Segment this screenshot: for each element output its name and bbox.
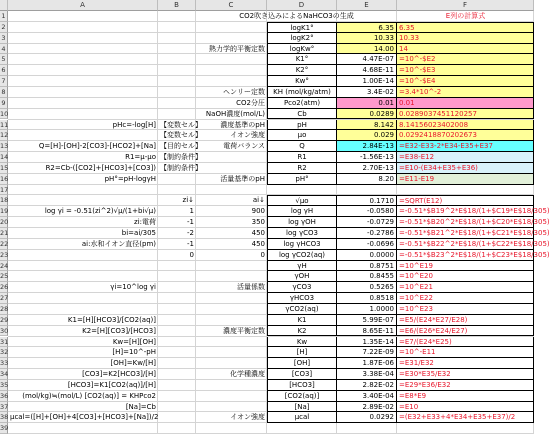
cell-a20[interactable]: zi:電荷 xyxy=(134,218,156,227)
cell-c32[interactable] xyxy=(196,347,267,358)
column-header-c[interactable]: C xyxy=(196,0,267,11)
row-header[interactable]: 4 xyxy=(0,44,8,55)
row-header[interactable]: 10 xyxy=(0,109,9,118)
cell-f8[interactable]: =3.4*10^-2 xyxy=(397,87,534,98)
cell-f4[interactable]: 14 xyxy=(397,44,534,55)
cell-d38[interactable]: μcal xyxy=(267,412,337,423)
cell-c23[interactable]: 0 xyxy=(260,250,265,259)
cell-a5[interactable] xyxy=(8,54,158,65)
cell-b29[interactable] xyxy=(158,315,196,326)
cell-f38[interactable]: =(E32+E33+4*E34+E35+E37)/2 xyxy=(397,412,534,423)
cell-d37[interactable]: [Na] xyxy=(267,402,337,413)
cell-d19[interactable]: log γH xyxy=(267,206,337,217)
cell-a37[interactable]: [Na]=Cb xyxy=(125,402,156,411)
cell-e2[interactable]: 6.35 xyxy=(337,22,397,33)
cell-b15[interactable]: 【制約条件】 xyxy=(160,163,202,172)
cell-d26[interactable]: γCO3 xyxy=(267,282,337,293)
cell-b26[interactable] xyxy=(158,282,196,293)
cell-a4[interactable] xyxy=(8,44,158,55)
cell-d36[interactable]: [CO2(aq)] xyxy=(267,391,337,402)
cell-a3[interactable] xyxy=(8,33,158,44)
column-header-a[interactable]: A xyxy=(8,0,158,11)
cell-c10[interactable]: NaOH濃度(mol/L) xyxy=(205,109,265,118)
cell-b13[interactable]: 【目的セル】 xyxy=(160,142,202,151)
cell-d21[interactable]: log γCO3 xyxy=(267,228,337,239)
cell-d9[interactable]: Pco2(atm) xyxy=(267,98,337,109)
cell-c18[interactable]: ai↓ xyxy=(252,196,265,205)
cell-d27[interactable]: γHCO3 xyxy=(267,293,337,304)
cell-f32[interactable]: =10^-E11 xyxy=(397,347,534,358)
cell-b30[interactable] xyxy=(158,326,196,337)
cell-e18[interactable]: 0.1710 xyxy=(337,195,397,206)
cell-d7[interactable]: Kw° xyxy=(267,76,337,87)
cell-d14[interactable]: R1 xyxy=(267,152,337,163)
row-header[interactable]: 12 xyxy=(0,131,9,140)
cell-b24[interactable] xyxy=(158,261,196,272)
cell-d8[interactable]: KH (mol/kg/atm) xyxy=(267,87,337,98)
cell-b34[interactable] xyxy=(158,369,196,380)
cell-b27[interactable] xyxy=(158,293,196,304)
cell-f39[interactable] xyxy=(397,423,534,434)
row-header[interactable]: 20 xyxy=(0,218,9,227)
cell-f17[interactable] xyxy=(397,185,534,196)
cell-e39[interactable] xyxy=(337,423,397,434)
cell-c12[interactable]: イオン強度 xyxy=(230,131,265,140)
cell-e17[interactable] xyxy=(337,185,397,196)
cell-f26[interactable]: =10^E21 xyxy=(397,282,534,293)
cell-a24[interactable] xyxy=(8,261,158,272)
cell-c11[interactable]: 濃度基準のpH xyxy=(220,120,265,129)
cell-e7[interactable]: 1.00E-14 xyxy=(337,76,397,87)
row-header[interactable]: 23 xyxy=(0,250,9,259)
cell-a10[interactable] xyxy=(8,109,158,120)
cell-b35[interactable] xyxy=(158,380,196,391)
cell-a33[interactable]: [OH]=Kw/[H] xyxy=(110,359,156,368)
cell-a21[interactable]: bi=ai/305 xyxy=(121,229,156,237)
row-header[interactable]: 5 xyxy=(0,54,8,65)
cell-e4[interactable]: 14.00 xyxy=(337,44,397,55)
cell-c14[interactable] xyxy=(196,152,267,163)
cell-f33[interactable]: =E31/E32 xyxy=(397,358,534,369)
cell-b21[interactable]: -2 xyxy=(187,229,194,237)
cell-b12[interactable]: 【変数セル】 xyxy=(160,131,202,140)
cell-e15[interactable]: 2.70E-13 xyxy=(337,163,397,174)
row-header[interactable]: 24 xyxy=(0,261,9,270)
cell-f27[interactable]: =10^E22 xyxy=(397,293,534,304)
row-header[interactable]: 17 xyxy=(0,185,9,194)
cell-e21[interactable]: -0.2786 xyxy=(337,228,397,239)
cell-a26[interactable]: γi=10^log γi xyxy=(110,283,156,292)
cell-b31[interactable] xyxy=(158,337,196,348)
row-header[interactable]: 21 xyxy=(0,229,9,237)
cell-b5[interactable] xyxy=(158,54,196,65)
cell-d13[interactable]: Q xyxy=(267,141,337,152)
cell-e8[interactable]: 3.4E-02 xyxy=(337,87,397,98)
select-all-corner[interactable] xyxy=(0,0,8,11)
row-header[interactable]: 38 xyxy=(0,413,9,422)
cell-c27[interactable] xyxy=(196,293,267,304)
cell-a17[interactable] xyxy=(8,185,158,196)
row-header[interactable]: 27 xyxy=(0,294,9,303)
cell-a7[interactable] xyxy=(8,76,158,87)
cell-e3[interactable]: 10.33 xyxy=(337,33,397,44)
cell-f16[interactable]: =E11-E19 xyxy=(397,174,534,185)
cell-b36[interactable] xyxy=(158,391,196,402)
cell-e10[interactable]: 0.0289 xyxy=(337,109,397,120)
row-header[interactable]: 3 xyxy=(0,33,8,44)
cell-f2[interactable]: 6.35 xyxy=(397,22,534,33)
cell-e14[interactable]: -1.56E-13 xyxy=(337,152,397,163)
cell-d28[interactable]: γCO2(aq) xyxy=(267,304,337,315)
cell-b4[interactable] xyxy=(158,44,196,55)
cell-b28[interactable] xyxy=(158,304,196,315)
row-header[interactable]: 35 xyxy=(0,380,9,389)
cell-b17[interactable] xyxy=(158,185,196,196)
cell-f3[interactable]: 10.33 xyxy=(397,33,534,44)
cell-b8[interactable] xyxy=(158,87,196,98)
row-header[interactable]: 32 xyxy=(0,348,9,357)
cell-d16[interactable]: pH° xyxy=(267,174,337,185)
cell-c8[interactable]: ヘンリー定数 xyxy=(223,87,265,96)
cell-f7[interactable]: =10^-$E4 xyxy=(397,76,534,87)
row-header[interactable]: 39 xyxy=(0,424,9,433)
cell-b23[interactable]: 0 xyxy=(189,250,194,259)
cell-e32[interactable]: 7.22E-09 xyxy=(337,347,397,358)
cell-f20[interactable]: =-0.51*$B20^2*E$18/(1+$C20*E$18/305) xyxy=(399,218,550,227)
row-header[interactable]: 36 xyxy=(0,391,9,400)
cell-b39[interactable] xyxy=(158,423,196,434)
cell-c35[interactable] xyxy=(196,380,267,391)
row-header[interactable]: 2 xyxy=(0,22,8,33)
cell-f24[interactable]: =10^E19 xyxy=(397,261,534,272)
cell-c21[interactable]: 450 xyxy=(251,229,265,237)
row-header[interactable]: 31 xyxy=(0,337,9,346)
cell-a2[interactable] xyxy=(8,22,158,33)
column-header-e[interactable]: E xyxy=(337,0,397,11)
cell-a27[interactable] xyxy=(8,293,158,304)
cell-d4[interactable]: logKw° xyxy=(267,44,337,55)
row-header[interactable]: 33 xyxy=(0,359,9,368)
cell-b20[interactable]: -1 xyxy=(187,218,194,227)
cell-a13[interactable]: Q=[H]-[OH]-2[CO3]-[HCO2]+[Na] xyxy=(38,142,156,151)
row-header[interactable]: 29 xyxy=(0,315,9,324)
cell-f13[interactable]: =E32-E33-2*E34-E35+E37 xyxy=(397,141,534,152)
cell-e35[interactable]: 2.82E-02 xyxy=(337,380,397,391)
cell-e24[interactable]: 0.8751 xyxy=(337,261,397,272)
cell-f30[interactable]: =E6/(E26*E24/E27) xyxy=(397,326,534,337)
cell-c7[interactable] xyxy=(196,76,267,87)
row-header[interactable]: 37 xyxy=(0,402,9,411)
cell-e6[interactable]: 4.68E-11 xyxy=(337,65,397,76)
cell-b14[interactable]: 【制約条件】 xyxy=(160,153,202,162)
cell-c15[interactable] xyxy=(196,163,267,174)
cell-a25[interactable] xyxy=(8,271,158,282)
cell-f12[interactable]: 0.0292418870202673 xyxy=(397,130,534,141)
cell-a36[interactable]: (mol/kg)≒(mol/L) [CO2(aq)] = KHPco2 xyxy=(22,391,156,400)
cell-b3[interactable] xyxy=(158,33,196,44)
cell-a14[interactable]: R1=μ-μo xyxy=(125,153,156,162)
cell-b25[interactable] xyxy=(158,271,196,282)
cell-b11[interactable]: 【変数セル】 xyxy=(160,120,202,129)
row-header[interactable]: 9 xyxy=(0,98,8,109)
row-header[interactable]: 30 xyxy=(0,326,9,335)
cell-f9[interactable]: 0.01 xyxy=(397,98,534,109)
cell-e37[interactable]: 2.89E-02 xyxy=(337,402,397,413)
cell-b6[interactable] xyxy=(158,65,196,76)
cell-f5[interactable]: =10^-$E2 xyxy=(397,54,534,65)
cell-a38[interactable]: μcal=([H]+[OH]+4[CO3]+[HCO3]+[Na])/2 xyxy=(10,413,159,422)
cell-b9[interactable] xyxy=(158,98,196,109)
cell-b18[interactable]: zi↓ xyxy=(182,196,194,205)
cell-f31[interactable]: =E7/(E24*E25) xyxy=(397,337,534,348)
cell-d3[interactable]: logK2° xyxy=(267,33,337,44)
cell-c19[interactable]: 900 xyxy=(251,207,265,216)
cell-b33[interactable] xyxy=(158,358,196,369)
cell-c28[interactable] xyxy=(196,304,267,315)
cell-d32[interactable]: [H] xyxy=(267,347,337,358)
row-header[interactable]: 14 xyxy=(0,153,9,162)
cell-d17[interactable] xyxy=(267,185,337,196)
cell-f22[interactable]: =-0.51*$B22^2*E$18/(1+$C22*E$18/305) xyxy=(399,239,550,248)
cell-d35[interactable]: [HCO3] xyxy=(267,380,337,391)
row-header[interactable]: 34 xyxy=(0,370,9,379)
cell-b22[interactable]: -1 xyxy=(187,239,194,248)
cell-e28[interactable]: 1.0000 xyxy=(337,304,397,315)
row-header[interactable]: 7 xyxy=(0,76,8,87)
cell-d10[interactable]: Cb xyxy=(267,109,337,120)
cell-c20[interactable]: 350 xyxy=(251,218,265,227)
cell-c34[interactable]: 化学種濃度 xyxy=(230,370,265,379)
cell-e19[interactable]: -0.0580 xyxy=(337,206,397,217)
cell-d29[interactable]: K1 xyxy=(267,315,337,326)
cell-e9[interactable]: 0.01 xyxy=(337,98,397,109)
cell-c13[interactable]: 電荷バランス xyxy=(223,142,265,151)
cell-d30[interactable]: K2 xyxy=(267,326,337,337)
cell-b10[interactable] xyxy=(158,109,196,120)
cell-b7[interactable] xyxy=(158,76,196,87)
cell-c38[interactable]: イオン強度 xyxy=(230,413,265,422)
row-header[interactable]: 11 xyxy=(0,120,9,129)
cell-f36[interactable]: =E8*E9 xyxy=(397,391,534,402)
cell-a8[interactable] xyxy=(8,87,158,98)
cell-b32[interactable] xyxy=(158,347,196,358)
row-header[interactable]: 25 xyxy=(0,272,9,281)
cell-e20[interactable]: -0.0729 xyxy=(337,217,397,228)
cell-e29[interactable]: 5.99E-07 xyxy=(337,315,397,326)
row-header[interactable]: 19 xyxy=(0,207,9,216)
cell-a11[interactable]: pHc=-log[H] xyxy=(112,120,156,129)
cell-e30[interactable]: 8.65E-11 xyxy=(337,326,397,337)
cell-a18[interactable] xyxy=(8,195,158,206)
cell-a34[interactable]: [CO3]=K2[HCO3]/[H] xyxy=(82,370,156,379)
cell-e11[interactable]: 8.142 xyxy=(337,120,397,131)
column-header-f[interactable]: F xyxy=(397,0,534,11)
cell-c39[interactable] xyxy=(196,423,267,434)
row-header[interactable]: 15 xyxy=(0,163,9,172)
cell-c29[interactable] xyxy=(196,315,267,326)
cell-e22[interactable]: -0.0696 xyxy=(337,239,397,250)
cell-a28[interactable] xyxy=(8,304,158,315)
column-header-b[interactable]: B xyxy=(158,0,196,11)
cell-a16[interactable]: pH°=pH-logγH xyxy=(104,174,156,183)
cell-e5[interactable]: 4.47E-07 xyxy=(337,54,397,65)
cell-a12[interactable] xyxy=(8,130,158,141)
cell-c22[interactable]: 450 xyxy=(251,239,265,248)
cell-c25[interactable] xyxy=(196,271,267,282)
cell-f19[interactable]: =-0.51*$B19^2*E$18/(1+$C19*E$18/305) xyxy=(399,207,550,216)
cell-e23[interactable]: 0.0000 xyxy=(337,250,397,261)
cell-b16[interactable] xyxy=(158,174,196,185)
cell-d24[interactable]: γH xyxy=(267,261,337,272)
row-header[interactable]: 13 xyxy=(0,142,9,151)
cell-f18[interactable]: =SQRT(E12) xyxy=(397,195,534,206)
cell-c26[interactable]: 活量係数 xyxy=(237,283,265,292)
cell-a23[interactable] xyxy=(8,250,158,261)
cell-c24[interactable] xyxy=(196,261,267,272)
cell-e38[interactable]: 0.0292 xyxy=(337,412,397,423)
cell-a31[interactable]: Kw=[H][OH] xyxy=(112,337,156,346)
cell-c2[interactable] xyxy=(196,22,267,33)
cell-a19[interactable]: log γi = -0.51(zi^2)√μ/(1+bi√μ) xyxy=(44,207,156,216)
cell-f1[interactable]: E列の計算式 xyxy=(445,12,486,20)
cell-f11[interactable]: 8.14156023402008 xyxy=(397,120,534,131)
cell-e27[interactable]: 0.8518 xyxy=(337,293,397,304)
cell-a35[interactable]: [HCO3]=K1[CO2(aq)]/[H] xyxy=(67,380,156,389)
cell-c4[interactable]: 熱力学的平衡定数 xyxy=(209,44,265,53)
row-header[interactable]: 22 xyxy=(0,239,9,248)
cell-b38[interactable] xyxy=(158,412,196,423)
cell-d22[interactable]: log γHCO3 xyxy=(267,239,337,250)
cell-d39[interactable] xyxy=(267,423,337,434)
cell-e16[interactable]: 8.20 xyxy=(337,174,397,185)
cell-d6[interactable]: K2° xyxy=(267,65,337,76)
cell-e34[interactable]: 3.38E-04 xyxy=(337,369,397,380)
cell-a15[interactable]: R2=Cb-([CO2]+[HCO3]+[CO3]) xyxy=(45,163,156,172)
cell-d11[interactable]: pH xyxy=(267,120,337,131)
cell-f6[interactable]: =10^-$E3 xyxy=(397,65,534,76)
column-header-d[interactable]: D xyxy=(267,0,337,11)
cell-b19[interactable]: 1 xyxy=(189,207,194,216)
cell-d31[interactable]: Kw xyxy=(267,337,337,348)
cell-e13[interactable]: 2.84E-13 xyxy=(337,141,397,152)
cell-c36[interactable] xyxy=(196,391,267,402)
row-header[interactable]: 28 xyxy=(0,304,9,313)
cell-d23[interactable]: log γCO2(aq) xyxy=(267,250,337,261)
cell-c1[interactable]: CO2吹き込みによるNaHCO3の生成 xyxy=(239,12,354,20)
cell-f35[interactable]: =E29*E36/E32 xyxy=(397,380,534,391)
row-header[interactable]: 16 xyxy=(0,174,9,183)
cell-d15[interactable]: R2 xyxy=(267,163,337,174)
cell-b37[interactable] xyxy=(158,402,196,413)
cell-e26[interactable]: 0.5265 xyxy=(337,282,397,293)
cell-c17[interactable] xyxy=(196,185,267,196)
cell-b2[interactable] xyxy=(158,22,196,33)
row-header[interactable]: 8 xyxy=(0,87,8,98)
cell-a39[interactable] xyxy=(8,423,158,434)
cell-f21[interactable]: =-0.51*$B21^2*E$18/(1+$C21*E$18/305) xyxy=(399,229,550,237)
cell-f37[interactable]: =E10 xyxy=(397,402,534,413)
cell-f28[interactable]: =10^E23 xyxy=(397,304,534,315)
cell-c3[interactable] xyxy=(196,33,267,44)
cell-e36[interactable]: 3.40E-04 xyxy=(337,391,397,402)
cell-f34[interactable]: =E30*E35/E32 xyxy=(397,369,534,380)
row-header[interactable]: 6 xyxy=(0,65,8,76)
cell-d25[interactable]: γOH xyxy=(267,271,337,282)
row-header[interactable]: 1 xyxy=(0,11,8,22)
cell-d18[interactable]: √μo xyxy=(267,195,337,206)
cell-e33[interactable]: 1.87E-06 xyxy=(337,358,397,369)
cell-e12[interactable]: 0.029 xyxy=(337,130,397,141)
cell-f29[interactable]: =E5/(E24*E27/E28) xyxy=(397,315,534,326)
cell-c9[interactable]: CO2分圧 xyxy=(236,98,265,107)
cell-c16[interactable]: 活量基準のpH xyxy=(220,174,265,183)
cell-b1[interactable] xyxy=(158,11,196,22)
cell-f14[interactable]: =E38-E12 xyxy=(397,152,534,163)
cell-a22[interactable]: ai:水和イオン直径(pm) xyxy=(81,239,156,248)
cell-c6[interactable] xyxy=(196,65,267,76)
cell-e31[interactable]: 1.35E-14 xyxy=(337,337,397,348)
cell-d2[interactable]: logK1° xyxy=(267,22,337,33)
cell-a1[interactable] xyxy=(8,11,158,22)
cell-c30[interactable]: 濃度平衡定数 xyxy=(223,326,265,335)
cell-a6[interactable] xyxy=(8,65,158,76)
cell-d5[interactable]: K1° xyxy=(267,54,337,65)
cell-d12[interactable]: μo xyxy=(267,130,337,141)
cell-f10[interactable]: 0.0289037451120257 xyxy=(397,109,534,120)
cell-c5[interactable] xyxy=(196,54,267,65)
row-header[interactable]: 18 xyxy=(0,196,9,205)
cell-d20[interactable]: log γOH xyxy=(267,217,337,228)
cell-e25[interactable]: 0.8455 xyxy=(337,271,397,282)
cell-d33[interactable]: [OH] xyxy=(267,358,337,369)
cell-c37[interactable] xyxy=(196,402,267,413)
cell-c31[interactable] xyxy=(196,337,267,348)
cell-a30[interactable]: K2=[H][CO3]/[HCO3] xyxy=(82,326,156,335)
cell-a32[interactable]: [H]=10^-pH xyxy=(112,348,156,357)
cell-a29[interactable]: K1=[H][HCO3]/[CO2(aq)] xyxy=(67,315,156,324)
row-header[interactable]: 26 xyxy=(0,283,9,292)
cell-d34[interactable]: [CO3] xyxy=(267,369,337,380)
cell-f23[interactable]: =-0.51*$B23^2*E$18/(1+$C23*E$18/305) xyxy=(399,250,550,259)
cell-c33[interactable] xyxy=(196,358,267,369)
cell-f25[interactable]: =10^E20 xyxy=(397,271,534,282)
cell-f15[interactable]: =E10-(E34+E35+E36) xyxy=(397,163,534,174)
cell-a9[interactable] xyxy=(8,98,158,109)
